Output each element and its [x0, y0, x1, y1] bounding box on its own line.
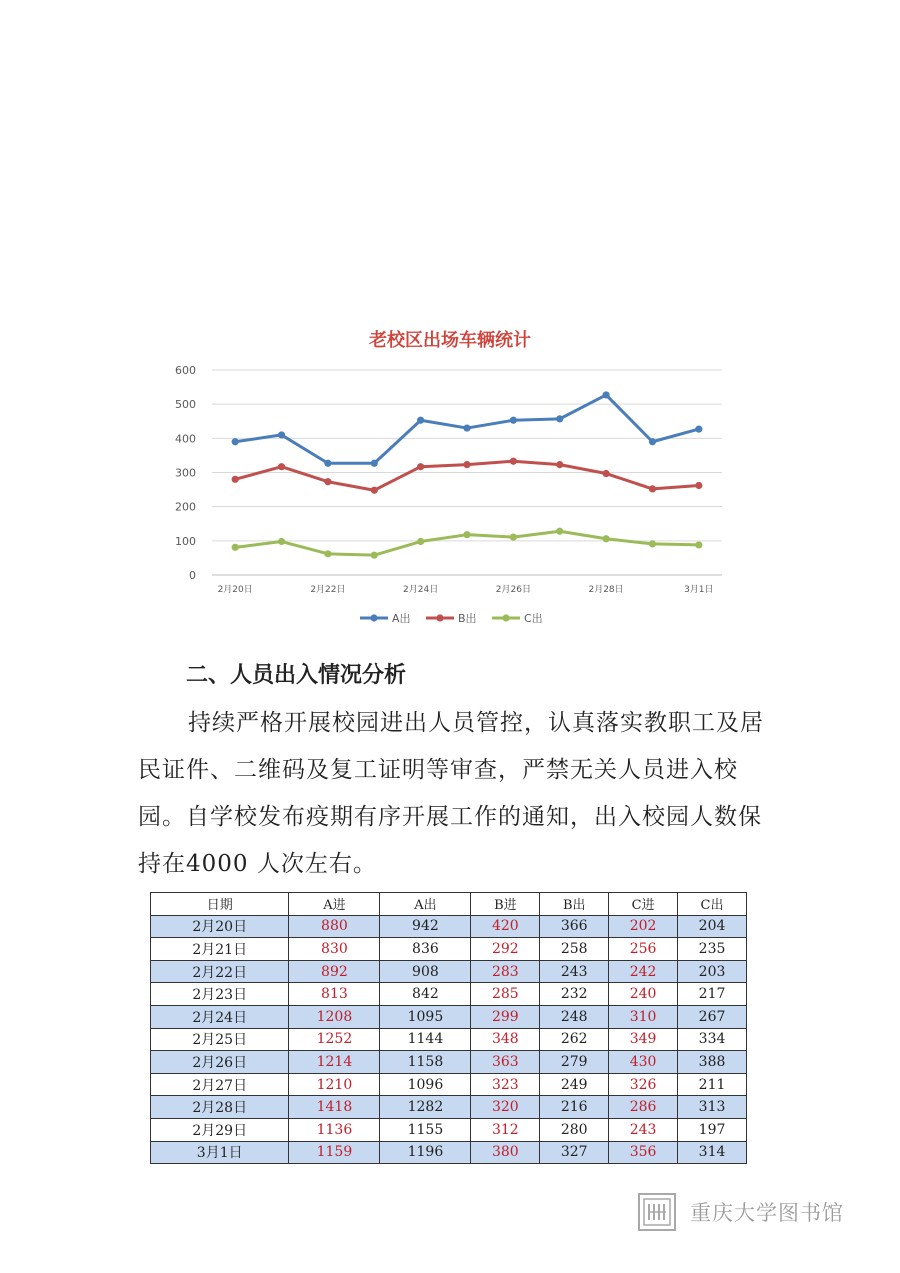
table-cell: 942 — [380, 915, 471, 938]
table-cell: 380 — [471, 1141, 540, 1164]
table-row — [151, 1096, 747, 1119]
header-a-out: A出 — [380, 893, 471, 916]
table-cell: 836 — [380, 938, 471, 961]
table-cell: 2月20日 — [151, 915, 289, 938]
table-cell: 2月25日 — [151, 1028, 289, 1051]
table-cell: 356 — [609, 1141, 678, 1164]
header-b-in: B进 — [471, 893, 540, 916]
table-cell: 908 — [380, 960, 471, 983]
table-cell: 1210 — [289, 1073, 380, 1096]
table-cell: 2月23日 — [151, 983, 289, 1006]
table-cell: 2月28日 — [151, 1096, 289, 1119]
chart-series — [232, 391, 703, 558]
table-cell: 388 — [678, 1051, 747, 1074]
table-cell: 2月26日 — [151, 1051, 289, 1074]
data-point — [232, 544, 239, 551]
data-point — [232, 476, 239, 483]
table-cell: 262 — [540, 1028, 609, 1051]
line-chart — [150, 318, 750, 640]
legend-marker — [370, 614, 377, 621]
table-cell: 242 — [609, 960, 678, 983]
data-point — [417, 538, 424, 545]
x-axis — [218, 584, 714, 595]
y-tick-label: 200 — [175, 500, 196, 514]
legend-marker — [436, 614, 443, 621]
table-cell: 202 — [609, 915, 678, 938]
table-cell: 430 — [609, 1051, 678, 1074]
legend-label: B出 — [458, 612, 477, 625]
y-axis — [175, 364, 196, 582]
data-point — [556, 528, 563, 535]
table-cell: 2月29日 — [151, 1118, 289, 1141]
table-cell: 1144 — [380, 1028, 471, 1051]
table-cell: 2月22日 — [151, 960, 289, 983]
table-cell: 1136 — [289, 1118, 380, 1141]
table-cell: 312 — [471, 1118, 540, 1141]
chart-title: 老校区出场车辆统计 — [369, 330, 531, 351]
table-cell: 292 — [471, 938, 540, 961]
y-tick-label: 600 — [175, 364, 196, 377]
table-cell: 842 — [380, 983, 471, 1006]
y-tick-label: 0 — [189, 569, 196, 582]
data-point — [371, 487, 378, 494]
table-cell: 256 — [609, 938, 678, 961]
table-cell: 243 — [609, 1118, 678, 1141]
table-cell: 420 — [471, 915, 540, 938]
data-point — [695, 541, 702, 548]
data-point — [510, 417, 517, 424]
table-row — [151, 1073, 747, 1096]
table-cell: 320 — [471, 1096, 540, 1119]
table-row — [151, 1141, 747, 1164]
table-cell: 286 — [609, 1096, 678, 1119]
table-cell: 366 — [540, 915, 609, 938]
data-point — [602, 470, 609, 477]
x-tick-label: 2月20日 — [217, 585, 253, 595]
data-point — [371, 552, 378, 559]
x-tick-label: 3月1日 — [684, 585, 714, 595]
table-cell: 216 — [540, 1096, 609, 1119]
legend-label: C出 — [524, 612, 543, 625]
table-row — [151, 983, 747, 1006]
section-paragraph: 持续严格开展校园进出人员管控，认真落实教职工及居民证件、二维码及复工证明等审查，严禁无关人员进入校园。自学校发布疫期有序开展工作的通知，出入校园人数保持在4000 人次左右。 — [138, 710, 764, 877]
data-point — [278, 463, 285, 470]
data-point — [463, 424, 470, 431]
table-cell: 348 — [471, 1028, 540, 1051]
table-row — [151, 1005, 747, 1028]
table-cell: 1159 — [289, 1141, 380, 1164]
data-point — [463, 461, 470, 468]
header-c-in: C进 — [609, 893, 678, 916]
x-tick-label: 2月28日 — [588, 585, 624, 595]
data-point — [649, 438, 656, 445]
table-cell: 280 — [540, 1118, 609, 1141]
table-cell: 327 — [540, 1141, 609, 1164]
table-cell: 1096 — [380, 1073, 471, 1096]
data-point — [649, 540, 656, 547]
x-tick-label: 2月22日 — [310, 585, 346, 595]
table-cell: 1095 — [380, 1005, 471, 1028]
data-point — [417, 463, 424, 470]
table-cell: 880 — [289, 915, 380, 938]
header-date: 日期 — [151, 893, 289, 916]
header-a-in: A进 — [289, 893, 380, 916]
data-point — [232, 438, 239, 445]
x-tick-label: 2月24日 — [403, 585, 439, 595]
data-point — [695, 426, 702, 433]
library-logo — [638, 1190, 844, 1234]
data-point — [695, 482, 702, 489]
table-cell: 2月27日 — [151, 1073, 289, 1096]
legend-label: A出 — [392, 612, 411, 625]
data-point — [510, 533, 517, 540]
data-point — [649, 485, 656, 492]
data-point — [324, 460, 331, 467]
section-heading: 二、人员出入情况分析 — [186, 663, 407, 688]
table-cell: 283 — [471, 960, 540, 983]
header-c-out: C出 — [678, 893, 747, 916]
data-point — [371, 460, 378, 467]
y-tick-label: 500 — [175, 398, 196, 412]
table-cell: 2月24日 — [151, 1005, 289, 1028]
data-point — [556, 461, 563, 468]
table-cell: 363 — [471, 1051, 540, 1074]
table-cell: 249 — [540, 1073, 609, 1096]
table-cell: 892 — [289, 960, 380, 983]
table-row — [151, 1028, 747, 1051]
table-cell: 2月21日 — [151, 938, 289, 961]
data-point — [324, 550, 331, 557]
table-cell: 258 — [540, 938, 609, 961]
table-cell: 1208 — [289, 1005, 380, 1028]
table-cell: 217 — [678, 983, 747, 1006]
table-cell: 1418 — [289, 1096, 380, 1119]
table-cell: 1196 — [380, 1141, 471, 1164]
data-point — [417, 417, 424, 424]
data-point — [602, 391, 609, 398]
table-cell: 203 — [678, 960, 747, 983]
table-cell: 1155 — [380, 1118, 471, 1141]
data-point — [278, 538, 285, 545]
table-header-row — [151, 893, 747, 916]
table-cell: 3月1日 — [151, 1141, 289, 1164]
table-cell: 285 — [471, 983, 540, 1006]
data-point — [602, 535, 609, 542]
data-point — [463, 531, 470, 538]
table-cell: 310 — [609, 1005, 678, 1028]
x-tick-label: 2月26日 — [495, 585, 531, 595]
data-point — [510, 458, 517, 465]
table-cell: 326 — [609, 1073, 678, 1096]
table-cell: 314 — [678, 1141, 747, 1164]
table-cell: 830 — [289, 938, 380, 961]
table-cell: 313 — [678, 1096, 747, 1119]
table-cell: 248 — [540, 1005, 609, 1028]
table-cell: 204 — [678, 915, 747, 938]
table-cell: 1214 — [289, 1051, 380, 1074]
data-point — [556, 415, 563, 422]
table-body — [151, 915, 747, 1164]
table-cell: 240 — [609, 983, 678, 1006]
table-cell: 197 — [678, 1118, 747, 1141]
header-b-out: B出 — [540, 893, 609, 916]
data-point — [278, 431, 285, 438]
y-tick-label: 400 — [175, 432, 196, 446]
table-cell: 813 — [289, 983, 380, 1006]
table-cell: 1282 — [380, 1096, 471, 1119]
table-row — [151, 938, 747, 961]
library-seal-icon — [638, 1193, 676, 1231]
table-row — [151, 960, 747, 983]
table-row — [151, 1051, 747, 1074]
traffic-table — [150, 892, 747, 1164]
y-tick-label: 300 — [175, 466, 196, 480]
library-name: 重庆大学图书馆 — [690, 1201, 844, 1225]
table-cell: 211 — [678, 1073, 747, 1096]
table-cell: 349 — [609, 1028, 678, 1051]
table-cell: 235 — [678, 938, 747, 961]
table-row — [151, 915, 747, 938]
table-cell: 323 — [471, 1073, 540, 1096]
table-row — [151, 1118, 747, 1141]
table-cell: 267 — [678, 1005, 747, 1028]
table-cell: 1252 — [289, 1028, 380, 1051]
chart-legend — [360, 611, 543, 625]
table-cell: 299 — [471, 1005, 540, 1028]
legend-marker — [502, 614, 509, 621]
table-cell: 243 — [540, 960, 609, 983]
data-point — [324, 478, 331, 485]
table-cell: 232 — [540, 983, 609, 1006]
y-tick-label: 100 — [175, 534, 196, 548]
table-cell: 1158 — [380, 1051, 471, 1074]
table-cell: 334 — [678, 1028, 747, 1051]
table-cell: 279 — [540, 1051, 609, 1074]
